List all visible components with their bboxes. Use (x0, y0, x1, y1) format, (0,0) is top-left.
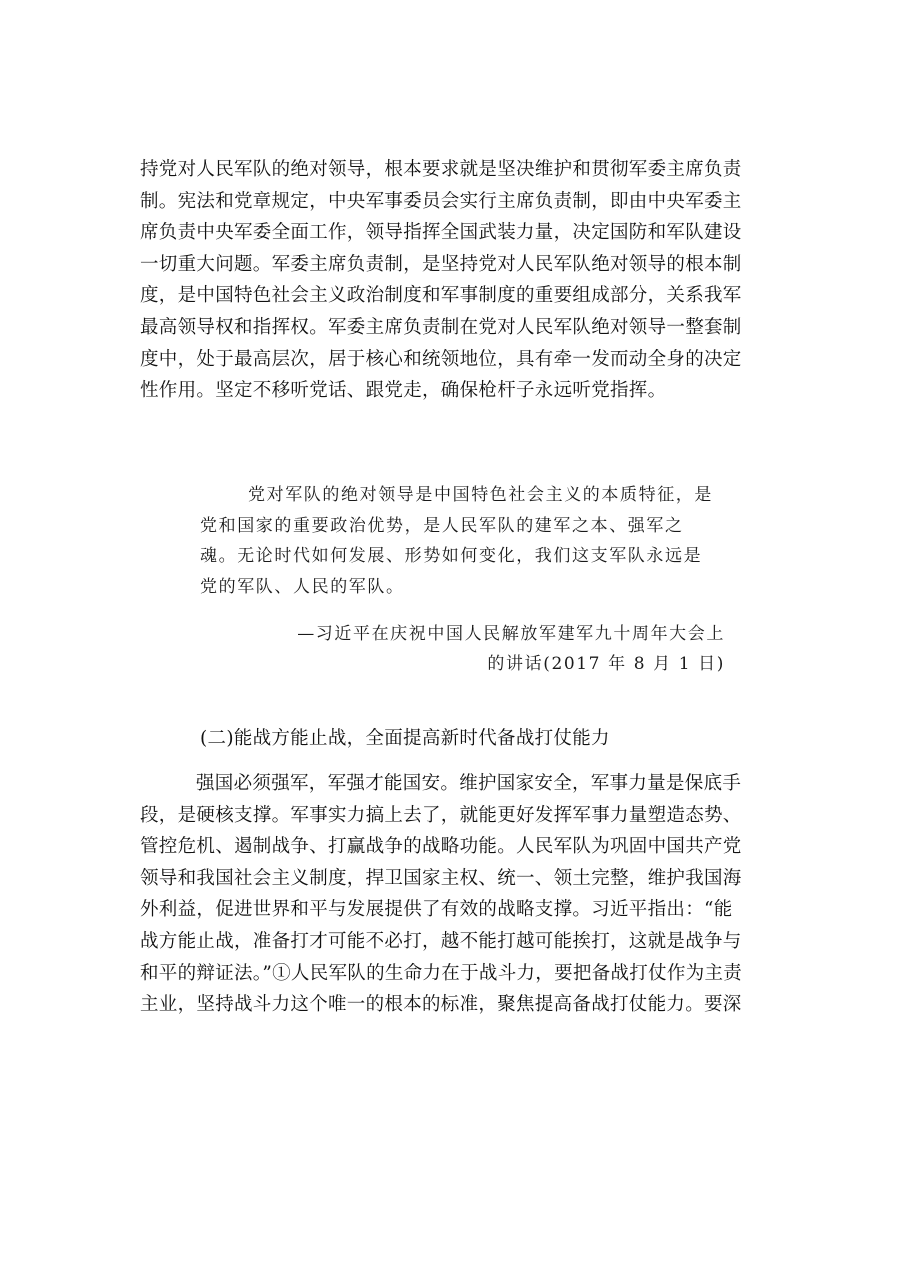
text-line: 性作用。坚定不移听党话、跟党走，确保枪杆子永远听党指挥。 (140, 380, 667, 402)
text-line: 持党对人民军队的绝对领导，根本要求就是坚决维护和贯彻军委主席负责 (140, 159, 742, 180)
text-line: 制。宪法和党章规定，中央军事委员会实行主席负责制，即由中央军委主 (140, 190, 742, 212)
text-line: 度，是中国特色社会主义政治制度和军事制度的重要组成部分，关系我军 (140, 285, 742, 307)
text-line: 一切重大问题。军委主席负责制，是坚持党对人民军队绝对领导的根本制 (140, 253, 742, 275)
text-line: 席负责中央军委全面工作，领导指挥全国武装力量，决定国防和军队建设 (140, 222, 742, 244)
text-line: 管控危机、遏制战争、打赢战争的战略功能。人民军队为巩固中国共产党 (140, 836, 742, 858)
text-line: 主业，坚持战斗力这个唯一的根本的标准，聚焦提高备战打仗能力。要深 (140, 994, 742, 1016)
text-line: 领导和我国社会主义制度，捍卫国家主权、统一、领土完整，维护我国海 (140, 867, 742, 889)
attribution-line: 的讲话(2017 年 8 月 1 日) (487, 653, 725, 674)
quote-line: 党对军队的绝对领导是中国特色社会主义的本质特征，是 (248, 485, 713, 505)
body-paragraph-1 (140, 154, 780, 407)
text-line: 最高领导权和指挥权。军委主席负责制在党对人民军队绝对领导一整套制 (140, 316, 742, 338)
block-quote (200, 480, 730, 602)
quote-attribution (200, 620, 725, 679)
body-paragraph-2 (140, 768, 780, 1021)
attribution-line: —习近平在庆祝中国人民解放军建军九十周年大会上 (297, 624, 725, 644)
quote-line: 党和国家的重要政治优势，是人民军队的建军之本、强军之 (200, 515, 684, 536)
quote-line: 党的军队、人民的军队。 (200, 576, 405, 597)
text-line: 战方能止战，准备打才可能不必打，越不能打越可能挨打，这就是战争与 (140, 930, 742, 952)
text-line: 外利益，促进世界和平与发展提供了有效的战略支撑。习近平指出：“能 (140, 899, 733, 921)
quote-line: 魂。无论时代如何发展、形势如何变化，我们这支军队永远是 (200, 546, 703, 566)
text-line: 强国必须强军，军强才能国安。维护国家安全，军事力量是保底手 (196, 773, 742, 794)
text-line: 和平的辩证法。”①人民军队的生命力在于战斗力，要把备战打仗作为主责 (140, 962, 743, 984)
section-heading: (二)能战方能止战，全面提高新时代备战打仗能力 (200, 728, 610, 749)
text-line: 段，是硬核支撑。军事实力搞上去了，就能更好发挥军事力量塑造态势、 (140, 804, 742, 826)
text-line: 度中，处于最高层次，居于核心和统领地位，具有牵一发而动全身的决定 (140, 348, 742, 370)
